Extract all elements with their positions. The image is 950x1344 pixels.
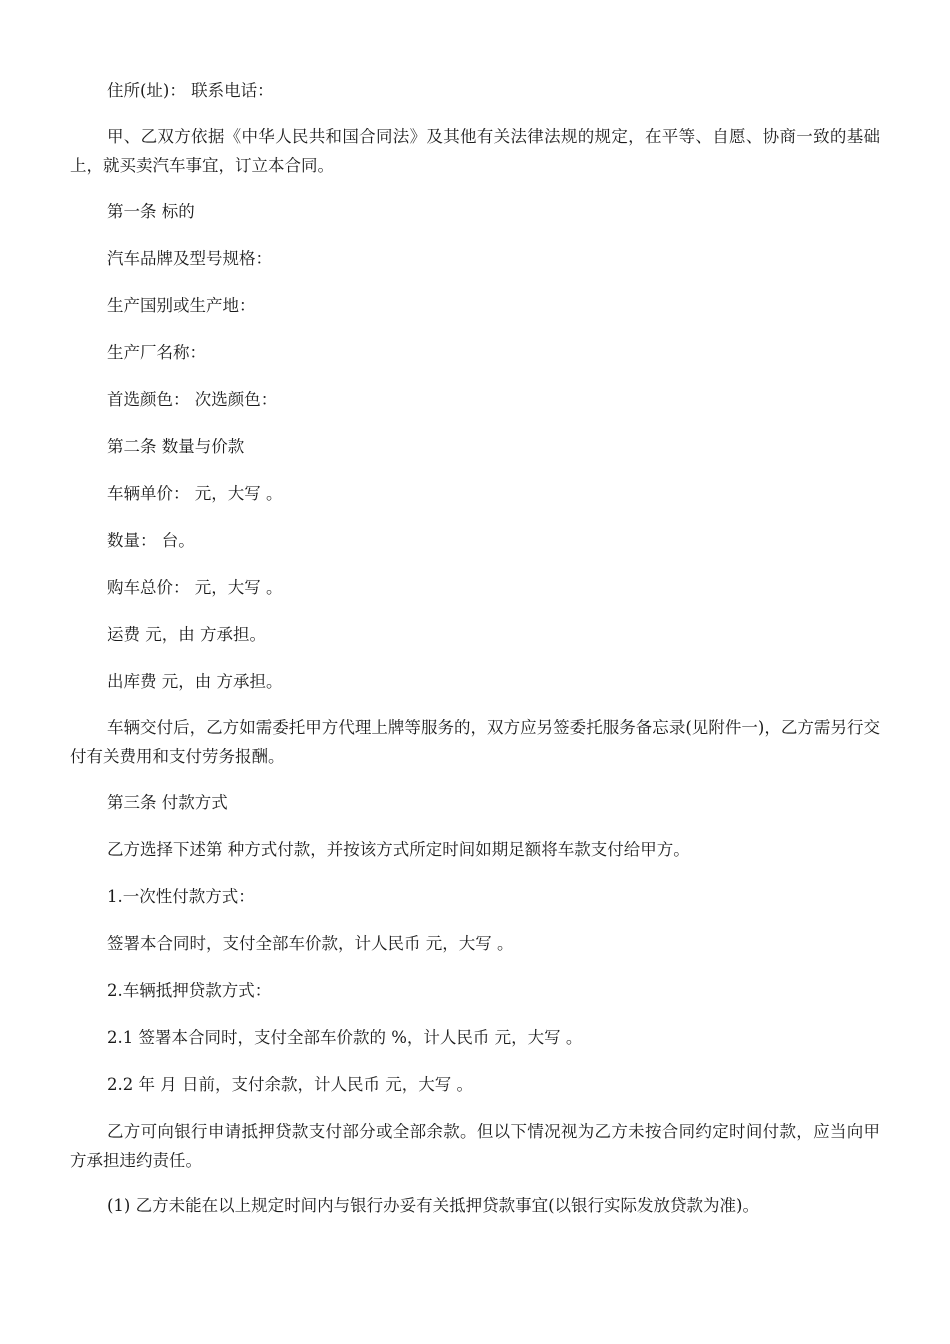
mortgage-heading: 2.车辆抵押贷款方式：: [107, 981, 272, 1000]
mortgage-clause-2-2: 2.2 年 月 日前，支付余款，计人民币 元，大写 。: [107, 1075, 473, 1094]
address-phone-line: 住所(址)： 联系电话：: [107, 81, 274, 100]
mortgage-clause-2-1: 2.1 签署本合同时，支付全部车价款的 %，计人民币 元，大写 。: [107, 1028, 583, 1047]
article-2-heading: 第二条 数量与价款: [107, 437, 245, 456]
lump-sum-detail: 签署本合同时，支付全部车价款，计人民币 元，大写 。: [107, 934, 514, 953]
preamble-paragraph: 甲、乙双方依据《中华人民共和国合同法》及其他有关法律法规的规定，在平等、自愿、协商一致的基础上，就买卖汽车事宜，订立本合同。: [70, 127, 880, 175]
loan-default-paragraph: 乙方可向银行申请抵押贷款支付部分或全部余款。但以下情况视为乙方未按合同约定时间付款，应当向甲方承担违约责任。: [70, 1122, 880, 1170]
default-condition-1: (1) 乙方未能在以上规定时间内与银行办妥有关抵押贷款事宜(以银行实际发放贷款为准)。: [107, 1196, 759, 1215]
origin-country-line: 生产国别或生产地：: [107, 296, 256, 315]
color-line: 首选颜色： 次选颜色：: [107, 390, 278, 409]
article-3-heading: 第三条 付款方式: [107, 793, 228, 812]
delivery-fee-line: 出库费 元，由 方承担。: [107, 672, 283, 691]
brand-model-line: 汽车品牌及型号规格：: [107, 249, 272, 268]
manufacturer-line: 生产厂名称：: [107, 343, 206, 362]
total-price-line: 购车总价： 元，大写 。: [107, 578, 283, 597]
lump-sum-heading: 1.一次性付款方式：: [107, 887, 255, 906]
article-1-heading: 第一条 标的: [107, 202, 195, 221]
registration-service-paragraph: 车辆交付后，乙方如需委托甲方代理上牌等服务的，双方应另签委托服务备忘录(见附件一)，乙方需另行交付有关费用和支付劳务报酬。: [70, 718, 880, 766]
payment-choice-line: 乙方选择下述第 种方式付款，并按该方式所定时间如期足额将车款支付给甲方。: [107, 840, 690, 859]
freight-line: 运费 元，由 方承担。: [107, 625, 266, 644]
quantity-line: 数量： 台。: [107, 531, 195, 550]
unit-price-line: 车辆单价： 元，大写 。: [107, 484, 283, 503]
